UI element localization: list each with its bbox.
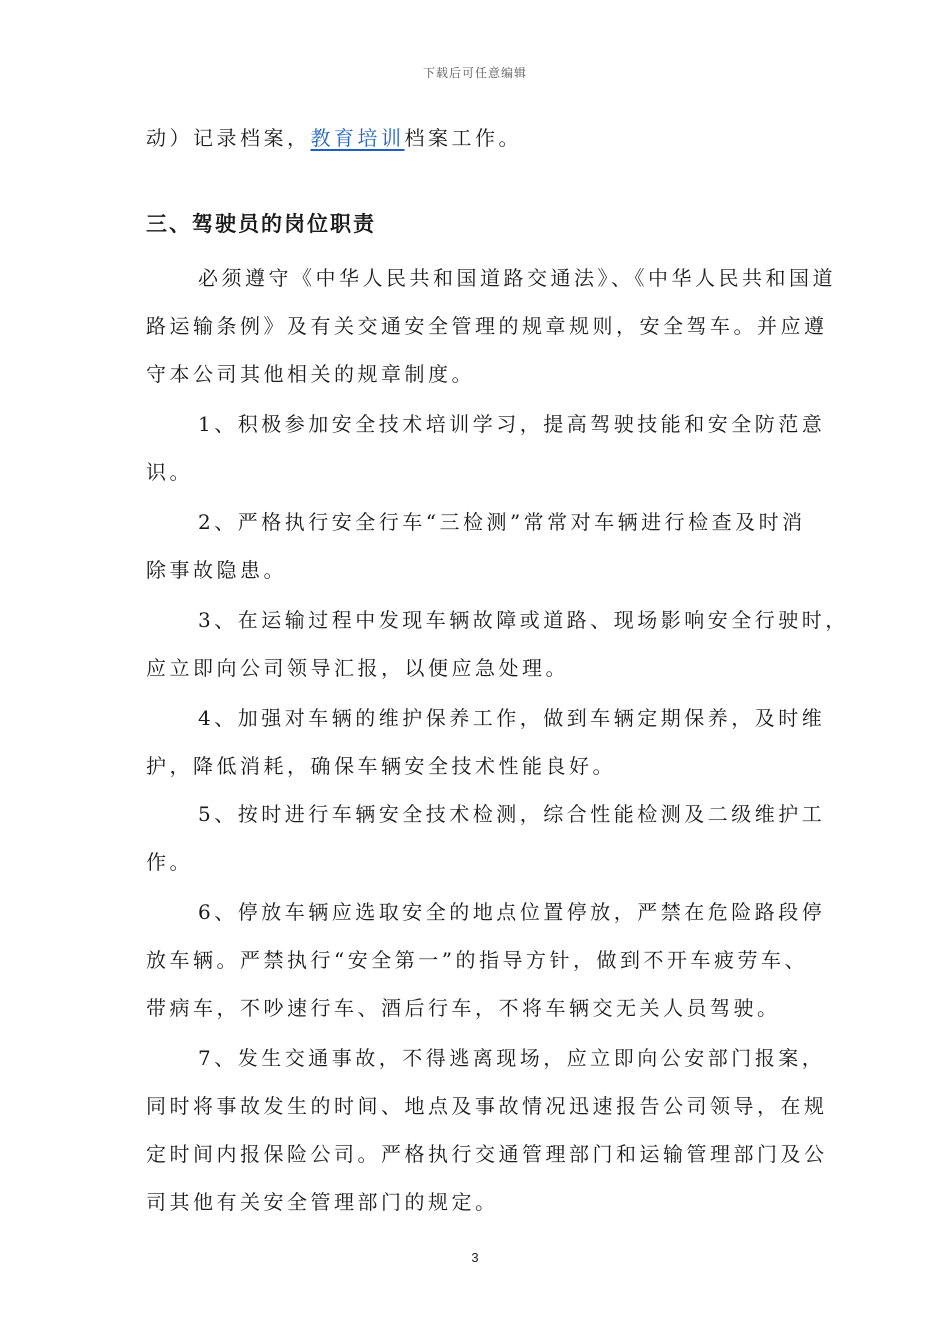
paragraph-3 [146, 596, 849, 692]
intro-paragraph [146, 114, 806, 162]
paragraph-line: 2、严格执行安全行车“三检测”常常对车辆进行检查及时消 [198, 510, 806, 534]
paragraph-line: 5、按时进行车辆安全技术检测，综合性能检测及二级维护工 [198, 802, 826, 826]
paragraph-7 [146, 1034, 828, 1226]
paragraph-line: 除事故隐患。 [146, 558, 287, 582]
paragraph-2 [146, 498, 806, 594]
paragraph-line: 带病车，不吵速行车、酒后行车，不将车辆交无关人员驾驶。 [146, 996, 781, 1020]
paragraph-line: 识。 [146, 460, 193, 484]
paragraph-line: 同时将事故发生的时间、地点及事故情况迅速报告公司领导，在规 [146, 1094, 828, 1118]
paragraph-line: 路运输条例》及有关交通安全管理的规章规则，安全驾车。并应遵 [146, 314, 828, 338]
paragraph-line: 放车辆。严禁执行“安全第一”的指导方针，做到不开车疲劳车、 [146, 948, 808, 972]
paragraph-line: 6、停放车辆应选取安全的地点位置停放，严禁在危险路段停 [198, 900, 826, 924]
intro-line [146, 114, 806, 162]
header-note: 下载后可任意编辑 [422, 66, 527, 80]
intro-suffix: 档案工作。 [404, 126, 522, 150]
paragraph-6 [146, 888, 826, 1032]
paragraph-line: 护，降低消耗，确保车辆安全技术性能良好。 [146, 754, 616, 778]
paragraph-line: 应立即向公司领导汇报，以便应急处理。 [146, 656, 569, 680]
paragraph-5 [146, 790, 826, 886]
page-number: 3 [471, 1250, 479, 1265]
section-heading: 三、驾驶员的岗位职责 [146, 212, 376, 236]
paragraph-line: 7、发生交通事故，不得逃离现场，应立即向公安部门报案， [198, 1046, 826, 1070]
paragraph-line: 1、积极参加安全技术培训学习，提高驾驶技能和安全防范意 [198, 412, 826, 436]
paragraph-0 [146, 254, 836, 398]
paragraph-line: 定时间内报保险公司。严格执行交通管理部门和运输管理部门及公 [146, 1142, 828, 1166]
paragraph-line: 守本公司其他相关的规章制度。 [146, 362, 475, 386]
paragraph-4 [146, 694, 826, 790]
paragraph-line: 作。 [146, 850, 193, 874]
intro-prefix: 动）记录档案， [146, 126, 311, 150]
paragraph-line: 必须遵守《中华人民共和国道路交通法》、《中华人民共和国道 [198, 266, 836, 290]
education-training-link[interactable]: 教育培训 [310, 126, 405, 150]
paragraph-line: 4、加强对车辆的维护保养工作，做到车辆定期保养，及时维 [198, 706, 826, 730]
paragraph-1 [146, 400, 826, 496]
paragraph-line: 司其他有关安全管理部门的规定。 [146, 1190, 499, 1214]
paragraph-line: 3、在运输过程中发现车辆故障或道路、现场影响安全行驶时， [198, 608, 849, 632]
